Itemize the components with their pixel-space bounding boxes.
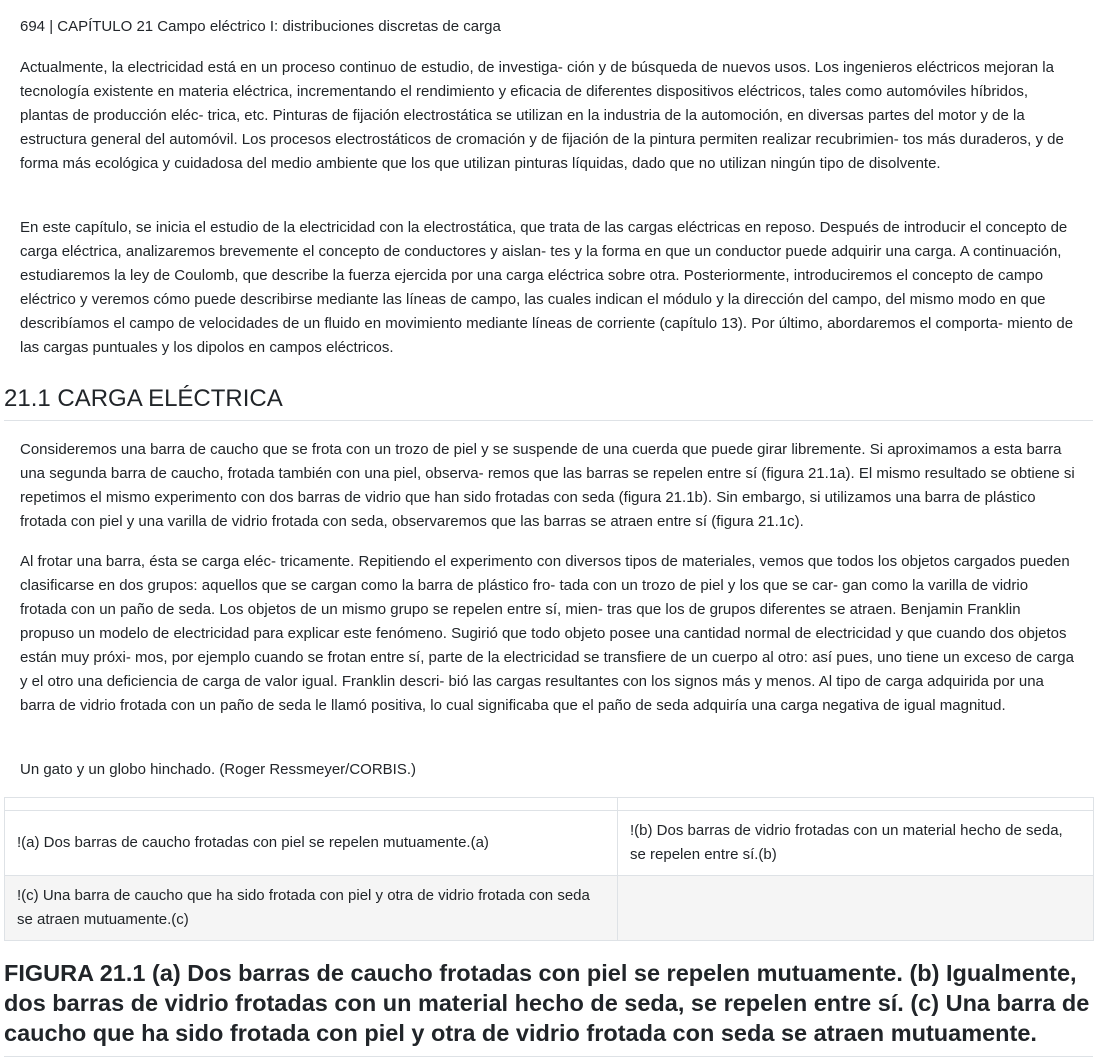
section-paragraph-1: Consideremos una barra de caucho que se frota con un trozo de piel y se suspende de una cuerda que puede girar libremente. Si aproximamos a esta barra una segunda barra de caucho, frotada también con una piel, observa- remos que las barras se repelen entre sí (figura 21.1a). El mismo resultado se obtiene si repetimos el mismo experimento con dos barras de vidrio que han sido frotadas con seda (figura 21.1b). Sin embargo, si utilizamos una barra de plástico frotada con piel y una varilla de vidrio frotada con seda, observaremos que las barras se atraen entre sí (figura 21.1c). — [20, 441, 1075, 530]
table-row — [5, 811, 1094, 876]
figure-cell-b: !(b) Dos barras de vidrio frotadas con un material hecho de seda, se repelen entre sí.(b) — [618, 811, 1094, 876]
intro-paragraph-2: En este capítulo, se inicia el estudio de la electricidad con la electrostática, que trata de las cargas eléctricas en reposo. Después de introducir el concepto de carga eléctrica, analizaremos brevemente el concepto de conductores y aislan- tes y la forma en que un conductor puede adquirir una carga. A continuación, estudiaremos la ley de Coulomb, que describe la fuerza ejercida por una carga eléctrica sobre otra. Posteriormente, introduciremos el concepto de campo eléctrico y veremos cómo puede describirse mediante las líneas de campo, las cuales indican el módulo y la dirección del campo, del mismo modo en que describíamos el campo de velocidades de un fluido en movimiento mediante líneas de corriente (capítulo 13). Por último, abordaremos el comporta- miento de las cargas puntuales y los dipolos en campos eléctricos. — [20, 219, 1074, 356]
table-header-cell — [618, 798, 1094, 811]
section-paragraph-2: Al frotar una barra, ésta se carga eléc- tricamente. Repitiendo el experimento con diversos tipos de materiales, vemos que todos los objetos cargados pueden clasificarse en dos grupos: aquellos que se cargan como la barra de plástico fro- tada con un trozo de piel y los que se car- gan como la varilla de vidrio frotada con un paño de seda. Los objetos de un mismo grupo se repelen entre sí, mien- tras que los de grupos diferentes se atraen. Benjamin Franklin propuso un modelo de electricidad para explicar este fenómeno. Sugirió que todo objeto posee una cantidad normal de electricidad y que cuando dos objetos están muy próxi- mos, por ejemplo cuando se frotan entre sí, parte de la electricidad se transfiere de un cuerpo al otro: así pues, uno tiene un exceso de carga y el otro una deficiencia de carga de valor igual. Franklin descri- bió las cargas resultantes con los signos más y menos. Al tipo de carga adquirida por una barra de vidrio frotada con un paño de seda le llamó positiva, lo cual significaba que el paño de seda adquiría una carga negativa de igual magnitud. — [20, 553, 1074, 714]
section-heading: 21.1 CARGA ELÉCTRICA — [4, 385, 283, 412]
table-header-cell — [5, 798, 618, 811]
figure-cell-c: !(c) Una barra de caucho que ha sido frotada con piel y otra de vidrio frotada con seda se atraen mutuamente.(c) — [5, 876, 618, 941]
table-header-row — [5, 798, 1094, 811]
figure-caption: FIGURA 21.1 (a) Dos barras de caucho frotadas con piel se repelen mutuamente. (b) Igualmente, dos barras de vidrio frotadas con un material hecho de seda, se repelen entre sí. (c) Una barra de caucho que ha sido frotada con piel y otra de vidrio frotada con seda se atraen mutuamente. — [4, 960, 1090, 1046]
running-head: 694 | CAPÍTULO 21 Campo eléctrico I: distribuciones discretas de carga — [20, 18, 501, 35]
intro-paragraph-1: Actualmente, la electricidad está en un proceso continuo de estudio, de investiga- ción y de búsqueda de nuevos usos. Los ingenieros eléctricos mejoran la tecnología existente en materia eléctrica, incrementando el rendimiento y eficacia de diferentes dispositivos eléctricos, tales como automóviles híbridos, plantas de producción eléc- trica, etc. Pinturas de fijación electrostática se utilizan en la industria de la automoción, en diversas partes del motor y de la estructura general del automóvil. Los procesos electrostáticos de cromación y de fijación de la pintura permiten realizar recubrimien- tos más duraderos, y de forma más ecológica y cuidadosa del medio ambiente que los que utilizan pinturas líquidas, dado que no utilizan ningún tipo de disolvente. — [20, 59, 1064, 172]
figure-cell-empty — [618, 876, 1094, 941]
figure-table — [4, 797, 1094, 941]
caption-divider — [4, 1056, 1093, 1057]
table-row — [5, 876, 1094, 941]
section-divider — [4, 420, 1093, 421]
figure-cell-a: !(a) Dos barras de caucho frotadas con piel se repelen mutuamente.(a) — [5, 811, 618, 876]
photo-credit: Un gato y un globo hinchado. (Roger Ressmeyer/CORBIS.) — [20, 761, 417, 778]
